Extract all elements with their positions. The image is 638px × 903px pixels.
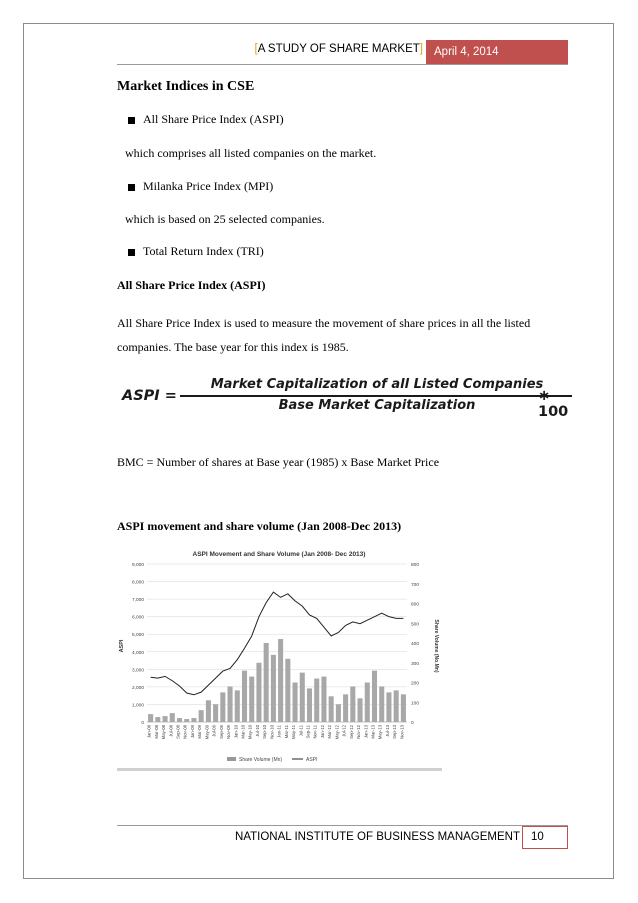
page-header: [0, 40, 638, 64]
fraction-bar: [180, 395, 572, 397]
index-item-label: All Share Price Index (ASPI): [143, 112, 284, 126]
y2-tick-label: 500: [411, 622, 420, 628]
y2-tick-label: 800: [411, 563, 420, 568]
x-tick-label: Sep-09: [218, 725, 224, 739]
x-tick-label: Jan-11: [276, 725, 282, 738]
x-tick-label: Nov-12: [356, 725, 362, 739]
x-tick-label: Nov-13: [399, 725, 405, 739]
y-axis-label: ASPI: [119, 639, 125, 653]
header-title: [A STUDY OF SHARE MARKET]: [254, 43, 423, 55]
x-tick-label: Nov-10: [269, 725, 275, 739]
volume-bar: [278, 639, 283, 722]
x-tick-label: May-12: [334, 725, 340, 740]
volume-bar: [336, 704, 341, 722]
chart-title: ASPI Movement and Share Volume (Jan 2008- Dec 2013): [192, 551, 366, 558]
volume-bar: [300, 673, 305, 722]
page-number: 10: [522, 826, 568, 849]
volume-bar: [235, 690, 240, 722]
volume-bar: [206, 700, 211, 722]
legend-label-aspi: ASPI: [306, 757, 318, 763]
x-tick-label: Jan-09: [189, 725, 195, 739]
formula-denominator: Base Market Capitalization: [278, 398, 476, 413]
x-tick-label: May-10: [247, 725, 253, 740]
volume-bar: [170, 713, 175, 722]
section-heading: Market Indices in CSE: [117, 79, 255, 94]
x-tick-label: Jan-12: [319, 725, 325, 739]
series-line-aspi: [151, 592, 404, 695]
y2-tick-label: 0: [411, 721, 414, 726]
x-tick-label: Mar-08: [153, 725, 159, 739]
x-tick-label: Jan-08: [146, 725, 152, 739]
index-item-label: Total Return Index (TRI): [143, 244, 264, 258]
square-bullet-icon: [128, 184, 135, 191]
square-bullet-icon: [128, 117, 135, 124]
y2-tick-label: 300: [411, 661, 420, 667]
y-tick-label: 0: [141, 721, 144, 726]
volume-bar: [155, 717, 160, 722]
y2-tick-label: 400: [411, 642, 420, 647]
x-tick-label: Nov-11: [312, 725, 318, 739]
volume-bar: [365, 683, 370, 723]
volume-bar: [256, 663, 261, 722]
volume-bar: [213, 704, 218, 722]
volume-bar: [271, 655, 276, 722]
volume-bar: [199, 710, 204, 722]
volume-bar: [242, 671, 247, 722]
x-tick-label: Jan-13: [363, 725, 369, 739]
y-tick-label: 3,000: [131, 668, 144, 674]
x-tick-label: Sep-08: [175, 725, 181, 739]
x-tick-label: Mar-11: [283, 725, 289, 739]
volume-bar: [350, 686, 355, 722]
y-tick-label: 7,000: [131, 598, 144, 604]
volume-bar: [293, 683, 298, 723]
volume-bar: [379, 686, 384, 722]
x-tick-label: May-09: [204, 725, 210, 740]
index-item-description: which is based on 25 selected companies.: [125, 212, 325, 226]
header-divider: [117, 64, 568, 65]
volume-bar: [307, 688, 312, 722]
y2-tick-label: 100: [411, 701, 420, 707]
chart-shadow: [117, 768, 442, 771]
header-date: April 4, 2014: [426, 40, 568, 64]
x-tick-label: Jul-09: [211, 725, 217, 737]
volume-bar: [358, 698, 363, 722]
x-tick-label: Sep-12: [348, 725, 354, 739]
volume-bar: [249, 677, 254, 722]
bmc-definition: BMC = Number of shares at Base year (1985) x Base Market Price: [117, 455, 440, 469]
y-tick-label: 4,000: [131, 650, 144, 656]
formula-multiplier: ∗ 100: [538, 388, 569, 420]
chart-heading: ASPI movement and share volume (Jan 2008-Dec 2013): [117, 519, 402, 533]
y-tick-label: 8,000: [131, 580, 144, 586]
volume-bar: [177, 718, 182, 722]
x-tick-label: Sep-13: [392, 725, 398, 739]
x-tick-label: Jul-10: [254, 725, 260, 737]
volume-bar: [329, 696, 334, 722]
x-tick-label: Mar-12: [327, 725, 333, 739]
volume-bar: [386, 692, 391, 722]
index-item-label: Milanka Price Index (MPI): [143, 179, 274, 193]
volume-bar: [343, 694, 348, 722]
formula-lhs: ASPI =: [122, 388, 177, 404]
volume-bar: [148, 714, 153, 722]
y-tick-label: 2,000: [131, 685, 144, 691]
volume-bar: [314, 679, 319, 722]
volume-bar: [321, 677, 326, 722]
y-tick-label: 6,000: [131, 615, 144, 621]
volume-bar: [191, 718, 196, 722]
formula-numerator: Market Capitalization of all Listed Companies: [210, 377, 544, 392]
aspi-formula: [122, 372, 582, 422]
x-tick-label: Mar-09: [197, 725, 203, 739]
volume-bar: [394, 690, 399, 722]
footer-divider: [117, 825, 568, 826]
x-tick-label: Jan-10: [233, 725, 239, 739]
x-tick-label: Jul-12: [341, 725, 347, 737]
chart-legend: [227, 757, 317, 763]
y2-axis-label: Share Volume (No.Mn): [433, 619, 439, 673]
x-tick-label: Mar-13: [370, 725, 376, 739]
x-tick-label: Jul-08: [168, 725, 174, 737]
legend-label-volume: Share Volume (Mn): [239, 757, 283, 763]
y2-tick-label: 200: [411, 681, 420, 687]
x-tick-label: Sep-11: [305, 725, 311, 739]
aspi-chart: [117, 546, 442, 768]
aspi-chart-svg: [117, 546, 442, 768]
y2-tick-label: 700: [411, 582, 420, 588]
legend-swatch-volume: [227, 757, 236, 761]
x-tick-label: Nov-09: [226, 725, 232, 739]
volume-bar: [372, 671, 377, 722]
x-tick-label: Jul-13: [384, 725, 390, 737]
aspi-paragraph: All Share Price Index is used to measure the movement of share prices in all the listed companies. The base year for this index is 1985.: [117, 316, 531, 354]
volume-bar: [220, 692, 225, 722]
volume-bar: [264, 643, 269, 722]
volume-bar: [228, 686, 233, 722]
x-tick-label: Mar-10: [240, 725, 246, 739]
y-tick-label: 1,000: [131, 703, 144, 709]
x-tick-label: May-11: [291, 725, 297, 740]
volume-bar: [163, 716, 168, 722]
square-bullet-icon: [128, 249, 135, 256]
footer-title: NATIONAL INSTITUTE OF BUSINESS MANAGEMENT: [235, 831, 520, 843]
aspi-heading: All Share Price Index (ASPI): [117, 278, 266, 292]
x-tick-label: May-08: [161, 725, 167, 740]
x-tick-label: May-13: [377, 725, 383, 740]
volume-bar: [285, 659, 290, 722]
x-tick-label: Nov-08: [182, 725, 188, 739]
volume-bar: [401, 694, 406, 722]
x-tick-label: Jul-11: [298, 725, 304, 737]
y-tick-label: 9,000: [131, 563, 144, 568]
index-item-description: which comprises all listed companies on the market.: [125, 146, 377, 160]
y2-tick-label: 600: [411, 602, 420, 608]
y-tick-label: 5,000: [131, 633, 144, 639]
volume-bar: [184, 719, 189, 722]
x-tick-label: Sep-10: [262, 725, 268, 739]
